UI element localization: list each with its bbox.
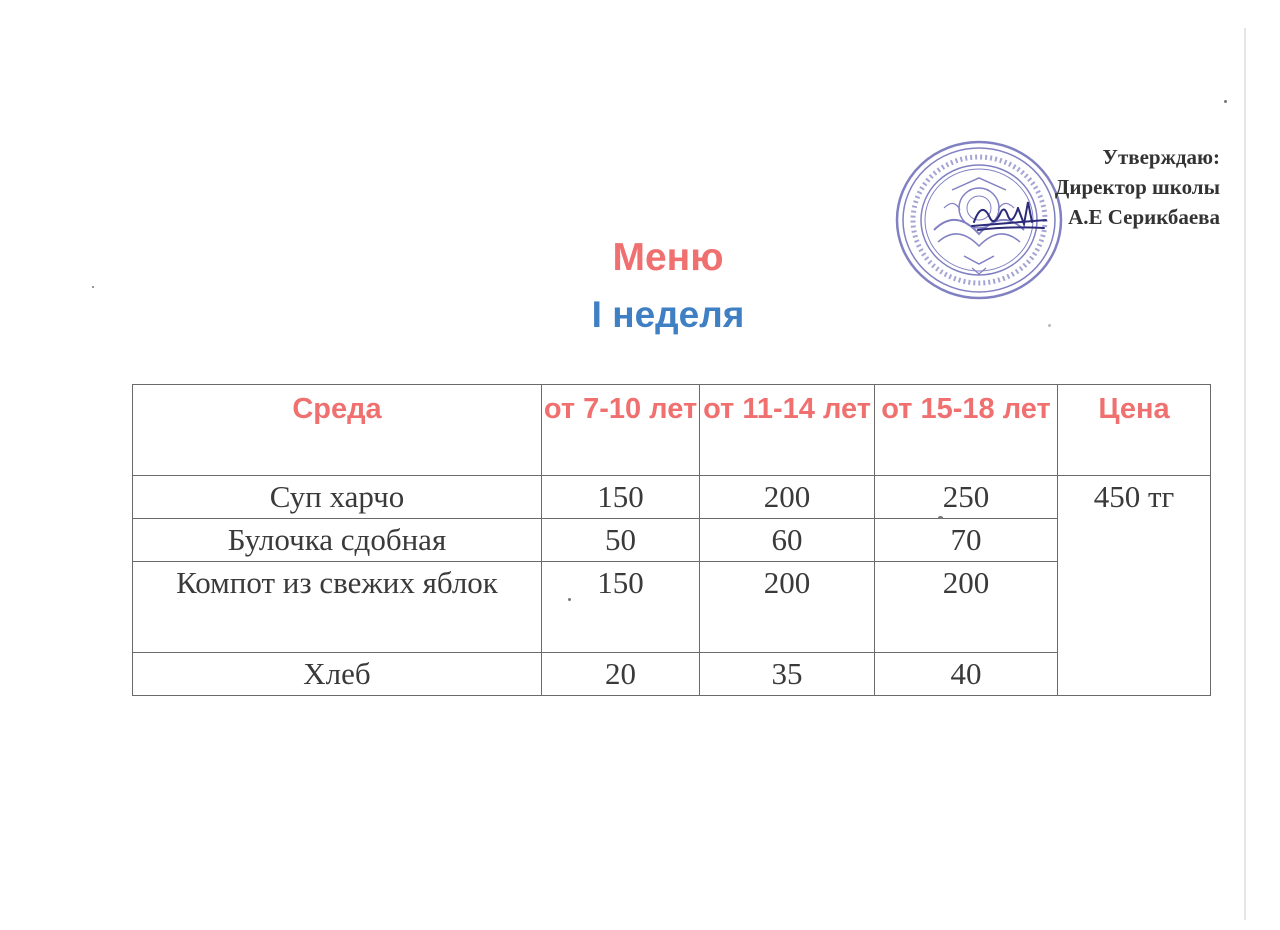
dish-name: Булочка сдобная <box>133 519 542 562</box>
table-row <box>133 653 1211 696</box>
menu-title: Меню <box>612 236 724 279</box>
header-age-7-10: от 7-10 лет <box>542 385 700 476</box>
approval-line-3: А.Е Серикбаева <box>1068 205 1220 229</box>
table-row <box>133 562 1211 653</box>
page-edge <box>1244 28 1246 920</box>
price-cell: 450 тг <box>1058 476 1211 696</box>
table-row <box>133 519 1211 562</box>
portion-age-15-18: 40 <box>875 653 1058 696</box>
scan-speck <box>1224 100 1227 103</box>
dish-name: Компот из свежих яблок <box>133 562 542 653</box>
portion-age-7-10: 20 <box>542 653 700 696</box>
table-row <box>133 476 1211 519</box>
approval-line-2: Директор школы <box>1054 175 1220 199</box>
scan-speck <box>568 598 571 601</box>
header-day: Среда <box>133 385 542 476</box>
dish-name: Суп харчо <box>133 476 542 519</box>
portion-age-15-18: 250 <box>875 476 1058 519</box>
portion-age-11-14: 60 <box>700 519 875 562</box>
table-header-row <box>133 385 1211 476</box>
approval-line-1: Утверждаю: <box>1102 145 1220 169</box>
scan-speck <box>92 286 94 288</box>
portion-age-7-10: 150 <box>542 476 700 519</box>
week-title: I неделя <box>591 294 745 335</box>
portion-age-15-18: 200 <box>875 562 1058 653</box>
portion-age-15-18: 70 <box>875 519 1058 562</box>
header-age-11-14: от 11-14 лет <box>700 385 875 476</box>
portion-age-7-10: 50 <box>542 519 700 562</box>
menu-table <box>132 384 1211 696</box>
approval-block <box>1055 142 1220 232</box>
header-age-15-18: от 15-18 лет <box>875 385 1058 476</box>
portion-age-11-14: 200 <box>700 476 875 519</box>
header-price: Цена <box>1058 385 1211 476</box>
scan-speck <box>938 516 943 519</box>
dish-name: Хлеб <box>133 653 542 696</box>
portion-age-11-14: 35 <box>700 653 875 696</box>
portion-age-7-10: 150 <box>542 562 700 653</box>
portion-age-11-14: 200 <box>700 562 875 653</box>
signature-icon <box>968 192 1048 236</box>
scan-speck <box>1048 324 1051 327</box>
